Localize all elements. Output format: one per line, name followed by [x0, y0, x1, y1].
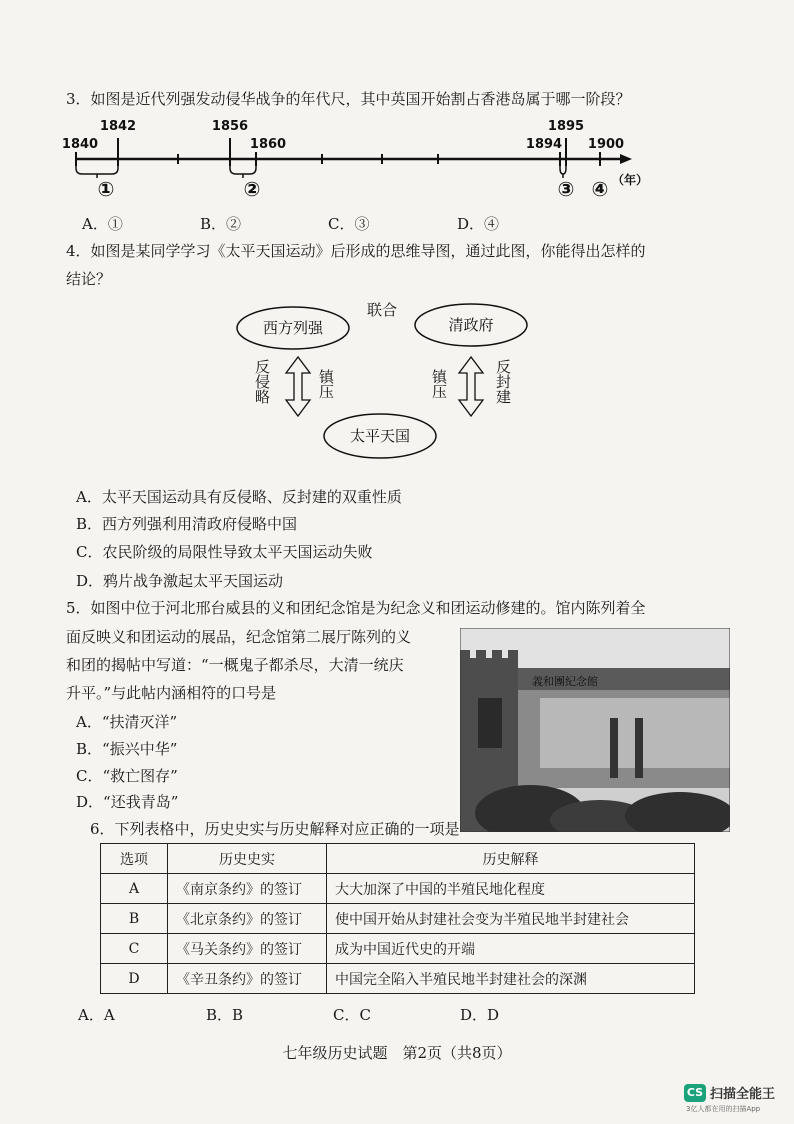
year-1900: 1900 [587, 137, 625, 152]
memorial-hall-photo [460, 628, 730, 832]
q6-stem: 6．下列表格中，历史史实与历史解释对应正确的一项是 [90, 820, 460, 838]
unit-label: （年） [612, 173, 649, 187]
header-explanation: 历史解释 [327, 844, 695, 874]
q6-option-c[interactable]: C．C [333, 1006, 371, 1024]
mark-2: ② [243, 177, 261, 201]
row-c-fact: 《马关条约》的签订 [168, 934, 327, 964]
label-union: 联合 [366, 301, 398, 319]
table-row [101, 964, 695, 994]
q3-timeline [60, 110, 680, 210]
row-a-fact: 《南京条约》的签订 [168, 874, 327, 904]
label-suppress-left: 镇压 [317, 369, 335, 399]
left-double-arrow [286, 357, 310, 416]
row-c-explanation: 成为中国近代史的开端 [327, 934, 695, 964]
table-row [101, 874, 695, 904]
q3-option-c[interactable]: C．③ [328, 215, 370, 233]
q5-stem-2: 面反映义和团运动的展品，纪念馆第二展厅陈列的义 [66, 628, 412, 646]
bracket-1 [76, 162, 118, 174]
q4-option-b[interactable]: B．西方列强利用清政府侵略中国 [76, 515, 298, 533]
mark-1: ① [97, 177, 115, 201]
year-1895: 1895 [547, 119, 585, 134]
table-row [101, 934, 695, 964]
row-d-option: D [101, 964, 168, 994]
header-fact: 历史史实 [168, 844, 327, 874]
q3-option-b[interactable]: B．② [200, 215, 242, 233]
memorial-sign: 義和團紀念館 [532, 675, 598, 688]
q5-stem-4: 升平。”与此帖内涵相符的口号是 [66, 684, 277, 702]
q5-option-a[interactable]: A．“扶清灭洋” [76, 713, 178, 731]
row-a-option: A [101, 874, 168, 904]
year-1894: 1894 [525, 137, 563, 152]
node-west: 西方列强 [262, 319, 324, 337]
row-b-fact: 《北京条约》的签订 [168, 904, 327, 934]
row-b-option: B [101, 904, 168, 934]
q6-option-a[interactable]: A．A [78, 1006, 115, 1024]
table-header-row [101, 844, 695, 874]
camscanner-name: 扫描全能王 [710, 1087, 776, 1102]
q4-stem-2: 结论？ [66, 270, 112, 288]
row-a-explanation: 大大加深了中国的半殖民地化程度 [327, 874, 695, 904]
label-anti-feudal: 反封建 [494, 359, 512, 404]
node-qing: 清政府 [448, 316, 494, 334]
camscanner-tagline: 3亿人都在用的扫描App [686, 1105, 761, 1113]
node-taiping: 太平天国 [349, 427, 411, 445]
camscanner-logo-icon: CS [684, 1084, 706, 1102]
row-c-option: C [101, 934, 168, 964]
year-1860: 1860 [249, 137, 287, 152]
table-row [101, 904, 695, 934]
q6-option-b[interactable]: B．B [206, 1006, 244, 1024]
year-1842: 1842 [99, 119, 137, 134]
q5-stem-1: 5．如图中位于河北邢台威县的义和团纪念馆是为纪念义和团运动修建的。馆内陈列着全 [66, 599, 646, 617]
q4-option-c[interactable]: C．农民阶级的局限性导致太平天国运动失败 [76, 543, 373, 561]
page-footer: 七年级历史试题 第2页（共8页） [282, 1044, 512, 1062]
row-d-fact: 《辛丑条约》的签订 [168, 964, 327, 994]
q6-option-d[interactable]: D．D [460, 1006, 500, 1024]
q5-option-b[interactable]: B．“振兴中华” [76, 740, 178, 758]
mark-4: ④ [591, 177, 609, 201]
bracket-2 [230, 162, 256, 174]
label-anti-aggression: 反侵略 [253, 359, 271, 404]
year-1840: 1840 [61, 137, 99, 152]
q3-stem: 3．如图是近代列强发动侵华战争的年代尺，其中英国开始割占香港岛属于哪一阶段？ [66, 90, 631, 108]
mark-3: ③ [557, 177, 575, 201]
q4-option-a[interactable]: A．太平天国运动具有反侵略、反封建的双重性质 [76, 488, 402, 506]
right-double-arrow [459, 357, 483, 416]
label-suppress-right: 镇压 [430, 369, 448, 399]
year-1856: 1856 [211, 119, 249, 134]
header-option: 选项 [101, 844, 168, 874]
q5-option-d[interactable]: D．“还我青岛” [76, 793, 179, 811]
timeline-arrow [620, 154, 632, 164]
row-d-explanation: 中国完全陷入半殖民地半封建社会的深渊 [327, 964, 695, 994]
q4-option-d[interactable]: D．鸦片战争激起太平天国运动 [76, 572, 284, 590]
q3-option-a[interactable]: A．① [82, 215, 123, 233]
q5-option-c[interactable]: C．“救亡图存” [76, 767, 178, 785]
q4-mind-map [230, 295, 540, 470]
row-b-explanation: 使中国开始从封建社会变为半殖民地半封建社会 [327, 904, 695, 934]
q3-option-d[interactable]: D．④ [457, 215, 500, 233]
q5-stem-3: 和团的揭帖中写道：“一概鬼子都杀尽，大清一统庆 [66, 656, 404, 674]
q4-stem-1: 4．如图是某同学学习《太平天国运动》后形成的思维导图，通过此图，你能得出怎样的 [66, 242, 646, 260]
history-table [100, 843, 695, 994]
